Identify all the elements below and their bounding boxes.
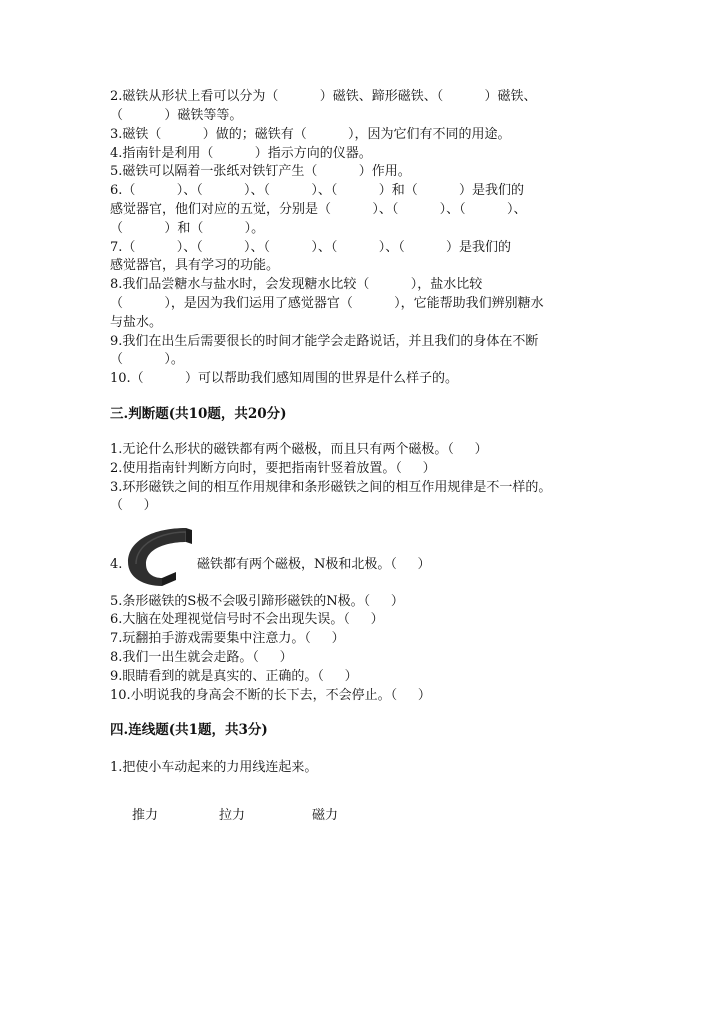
match-question: 1.把使小车动起来的力用线连起来。 — [110, 760, 318, 775]
horseshoe-magnet-icon — [124, 522, 194, 588]
section-3-title: 三.判断题(共10题，共20分) — [110, 406, 287, 422]
fill-in-line: 4.指南针是利用（ ）指示方向的仪器。 — [110, 146, 372, 161]
judge-item-4-number: 4. — [110, 557, 123, 572]
judge-item: 5.条形磁铁的S极不会吸引蹄形磁铁的N极。（ ） — [110, 594, 404, 609]
fill-in-line: 感觉器官，他们对应的五觉，分别是（ ）、（ ）、（ ）、 — [110, 202, 527, 217]
force-push: 推力 — [132, 808, 159, 823]
judge-item: 1.无论什么形状的磁铁都有两个磁极，而且只有两个磁极。（ ） — [110, 442, 488, 457]
fill-in-line: （ ），是因为我们运用了感觉器官（ ），它能帮助我们辨别糖水 — [110, 296, 544, 311]
fill-in-line: 与盐水。 — [110, 315, 163, 330]
fill-in-line: 感觉器官，具有学习的功能。 — [110, 258, 280, 273]
fill-in-line: （ ）磁铁等等。 — [110, 108, 243, 123]
judge-item: 7.玩翻拍手游戏需要集中注意力。（ ） — [110, 631, 345, 646]
judge-item: （ ） — [110, 498, 157, 513]
section-4-title: 四.连线题(共1题，共3分) — [110, 722, 268, 738]
judge-item: 3.环形磁铁之间的相互作用规律和条形磁铁之间的相互作用规律是不一样的。 — [110, 480, 552, 495]
fill-in-line: 2.磁铁从形状上看可以分为（ ）磁铁、蹄形磁铁、（ ）磁铁、 — [110, 89, 537, 104]
fill-in-line: 8.我们品尝糖水与盐水时，会发现糖水比较（ ），盐水比较 — [110, 277, 483, 292]
judge-item: 6.大脑在处理视觉信号时不会出现失误。（ ） — [110, 612, 384, 627]
fill-in-line: 5.磁铁可以隔着一张纸对铁钉产生（ ）作用。 — [110, 164, 411, 179]
fill-in-line: （ ）。 — [110, 352, 184, 367]
fill-in-line: 9.我们在出生后需要很长的时间才能学会走路说话，并且我们的身体在不断 — [110, 334, 539, 349]
judge-item: 10.小明说我的身高会不断的长下去，不会停止。（ ） — [110, 688, 431, 703]
judge-item: 8.我们一出生就会走路。（ ） — [110, 650, 293, 665]
force-magnetic: 磁力 — [312, 808, 339, 823]
fill-in-line: 10.（ ）可以帮助我们感知周围的世界是什么样子的。 — [110, 371, 458, 386]
judge-item-4-text: 磁铁都有两个磁极，N极和北极。（ ） — [197, 557, 431, 572]
fill-in-line: 3.磁铁（ ）做的；磁铁有（ ），因为它们有不同的用途。 — [110, 127, 511, 142]
judge-item: 9.眼睛看到的就是真实的、正确的。（ ） — [110, 669, 358, 684]
force-pull: 拉力 — [219, 808, 246, 823]
fill-in-line: 6.（ ）、（ ）、（ ）、（ ）和（ ）是我们的 — [110, 183, 525, 198]
judge-item: 2.使用指南针判断方向时，要把指南针竖着放置。（ ） — [110, 461, 436, 476]
fill-in-line: （ ）和（ ）。 — [110, 221, 265, 236]
fill-in-line: 7.（ ）、（ ）、（ ）、（ ）、（ ）是我们的 — [110, 240, 512, 255]
